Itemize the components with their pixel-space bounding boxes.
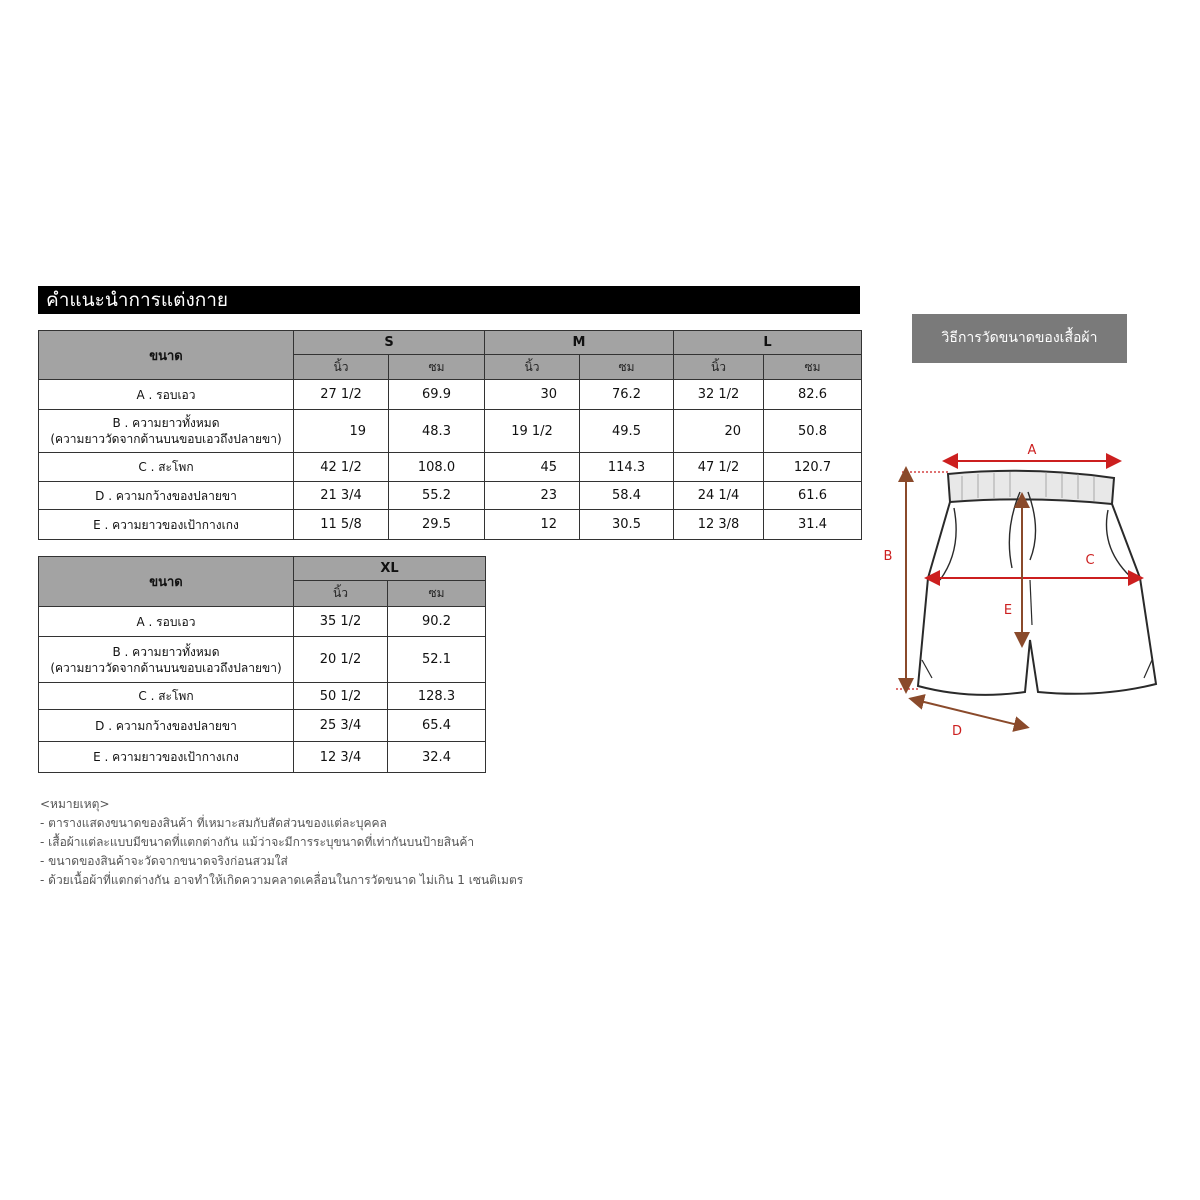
measure-a-label: A <box>1027 443 1037 458</box>
size-header: ขนาด <box>39 557 294 607</box>
cell-value: 50 1/2 <box>294 683 388 710</box>
table-row <box>39 742 486 773</box>
size-table-s-m-l <box>38 330 862 540</box>
note-item: - ขนาดของสินค้าจะวัดจากขนาดจริงก่อนสวมใส่ <box>40 854 288 868</box>
table-row <box>39 453 862 482</box>
row-label-sub: (ความยาววัดจากด้านบนขอบเอวถึงปลายขา) <box>50 660 282 675</box>
cell-value: 50.8 <box>764 410 862 453</box>
row-label: C . สะโพก <box>39 683 294 710</box>
table-row <box>39 380 862 410</box>
unit-cm: ซม <box>388 581 486 607</box>
size-xl-header: XL <box>294 557 486 581</box>
note-item: - ด้วยเนื้อผ้าที่แตกต่างกัน อาจทำให้เกิดความคลาดเคลื่อนในการวัดขนาด ไม่เกิน 1 เซนติเมตร <box>40 873 524 887</box>
size-l-header: L <box>674 331 862 355</box>
row-label: E . ความยาวของเป้ากางเกง <box>39 510 294 540</box>
measure-d-arrow <box>916 700 1022 726</box>
size-header: ขนาด <box>39 331 294 380</box>
cell-value: 55.2 <box>389 482 485 510</box>
table-row <box>39 637 486 683</box>
row-label: D . ความกว้างของปลายขา <box>39 482 294 510</box>
cell-value: 128.3 <box>388 683 486 710</box>
row-label-main: B . ความยาวทั้งหมด <box>112 644 220 659</box>
cell-value: 31.4 <box>764 510 862 540</box>
cell-value: 65.4 <box>388 710 486 742</box>
size-table-xl <box>38 556 486 773</box>
cell-value: 19 1/2 <box>485 410 580 453</box>
cell-value: 45 <box>485 453 580 482</box>
cell-value: 58.4 <box>580 482 674 510</box>
table-row <box>39 482 862 510</box>
how-to-measure-button[interactable]: วิธีการวัดขนาดของเสื้อผ้า <box>912 314 1127 363</box>
cell-value: 69.9 <box>389 380 485 410</box>
cell-value: 49.5 <box>580 410 674 453</box>
cell-value: 90.2 <box>388 607 486 637</box>
cell-value: 61.6 <box>764 482 862 510</box>
notes-heading: <หมายเหตุ> <box>40 797 110 811</box>
measure-c-label: C <box>1085 553 1095 568</box>
cell-value: 32.4 <box>388 742 486 773</box>
cell-value: 47 1/2 <box>674 453 764 482</box>
cell-value: 48.3 <box>389 410 485 453</box>
row-label <box>39 410 294 453</box>
cell-value: 24 1/4 <box>674 482 764 510</box>
cell-value: 27 1/2 <box>294 380 389 410</box>
cell-value: 23 <box>485 482 580 510</box>
note-item: - เสื้อผ้าแต่ละแบบมีขนาดที่แตกต่างกัน แม้ว่าจะมีการระบุขนาดที่เท่ากันบนป้ายสินค้า <box>40 835 475 849</box>
page-title: คำแนะนำการแต่งกาย <box>38 286 860 314</box>
unit-cm: ซม <box>580 355 674 380</box>
cell-value: 114.3 <box>580 453 674 482</box>
size-m-header: M <box>485 331 674 355</box>
cell-value: 120.7 <box>764 453 862 482</box>
measure-b-label: B <box>883 549 893 564</box>
cell-value: 32 1/2 <box>674 380 764 410</box>
cell-value: 30 <box>485 380 580 410</box>
cell-value: 76.2 <box>580 380 674 410</box>
row-label-sub: (ความยาววัดจากด้านบนขอบเอวถึงปลายขา) <box>50 432 282 446</box>
cell-value: 20 <box>674 410 764 453</box>
cell-value: 12 <box>485 510 580 540</box>
cell-value: 52.1 <box>388 637 486 683</box>
cell-value: 25 3/4 <box>294 710 388 742</box>
measure-e-label: E <box>1003 603 1013 618</box>
cell-value: 11 5/8 <box>294 510 389 540</box>
cell-value: 30.5 <box>580 510 674 540</box>
cell-value: 20 1/2 <box>294 637 388 683</box>
cell-value: 21 3/4 <box>294 482 389 510</box>
note-item: - ตารางแสดงขนาดของสินค้า ที่เหมาะสมกับสัดส่วนของแต่ละบุคคล <box>40 816 387 830</box>
measure-d-label: D <box>951 724 963 739</box>
unit-inch: นิ้ว <box>674 355 764 380</box>
row-label-main: B . ความยาวทั้งหมด <box>112 416 220 430</box>
cell-value: 12 3/8 <box>674 510 764 540</box>
unit-inch: นิ้ว <box>294 355 389 380</box>
cell-value: 108.0 <box>389 453 485 482</box>
unit-cm: ซม <box>764 355 862 380</box>
cell-value: 19 <box>294 410 389 453</box>
row-label: E . ความยาวของเป้ากางเกง <box>39 742 294 773</box>
table-row <box>39 607 486 637</box>
shorts-measurement-diagram <box>870 430 1170 750</box>
unit-inch: นิ้ว <box>294 581 388 607</box>
cell-value: 82.6 <box>764 380 862 410</box>
row-label: A . รอบเอว <box>39 607 294 637</box>
row-label: D . ความกว้างของปลายขา <box>39 710 294 742</box>
unit-cm: ซม <box>389 355 485 380</box>
cell-value: 12 3/4 <box>294 742 388 773</box>
table-row <box>39 683 486 710</box>
table-row <box>39 710 486 742</box>
cell-value: 29.5 <box>389 510 485 540</box>
unit-inch: นิ้ว <box>485 355 580 380</box>
table-row <box>39 410 862 453</box>
row-label <box>39 637 294 683</box>
row-label: A . รอบเอว <box>39 380 294 410</box>
size-s-header: S <box>294 331 485 355</box>
table-row <box>39 510 862 540</box>
cell-value: 42 1/2 <box>294 453 389 482</box>
notes-section <box>40 795 523 890</box>
row-label: C . สะโพก <box>39 453 294 482</box>
shorts-outline <box>918 471 1156 695</box>
cell-value: 35 1/2 <box>294 607 388 637</box>
